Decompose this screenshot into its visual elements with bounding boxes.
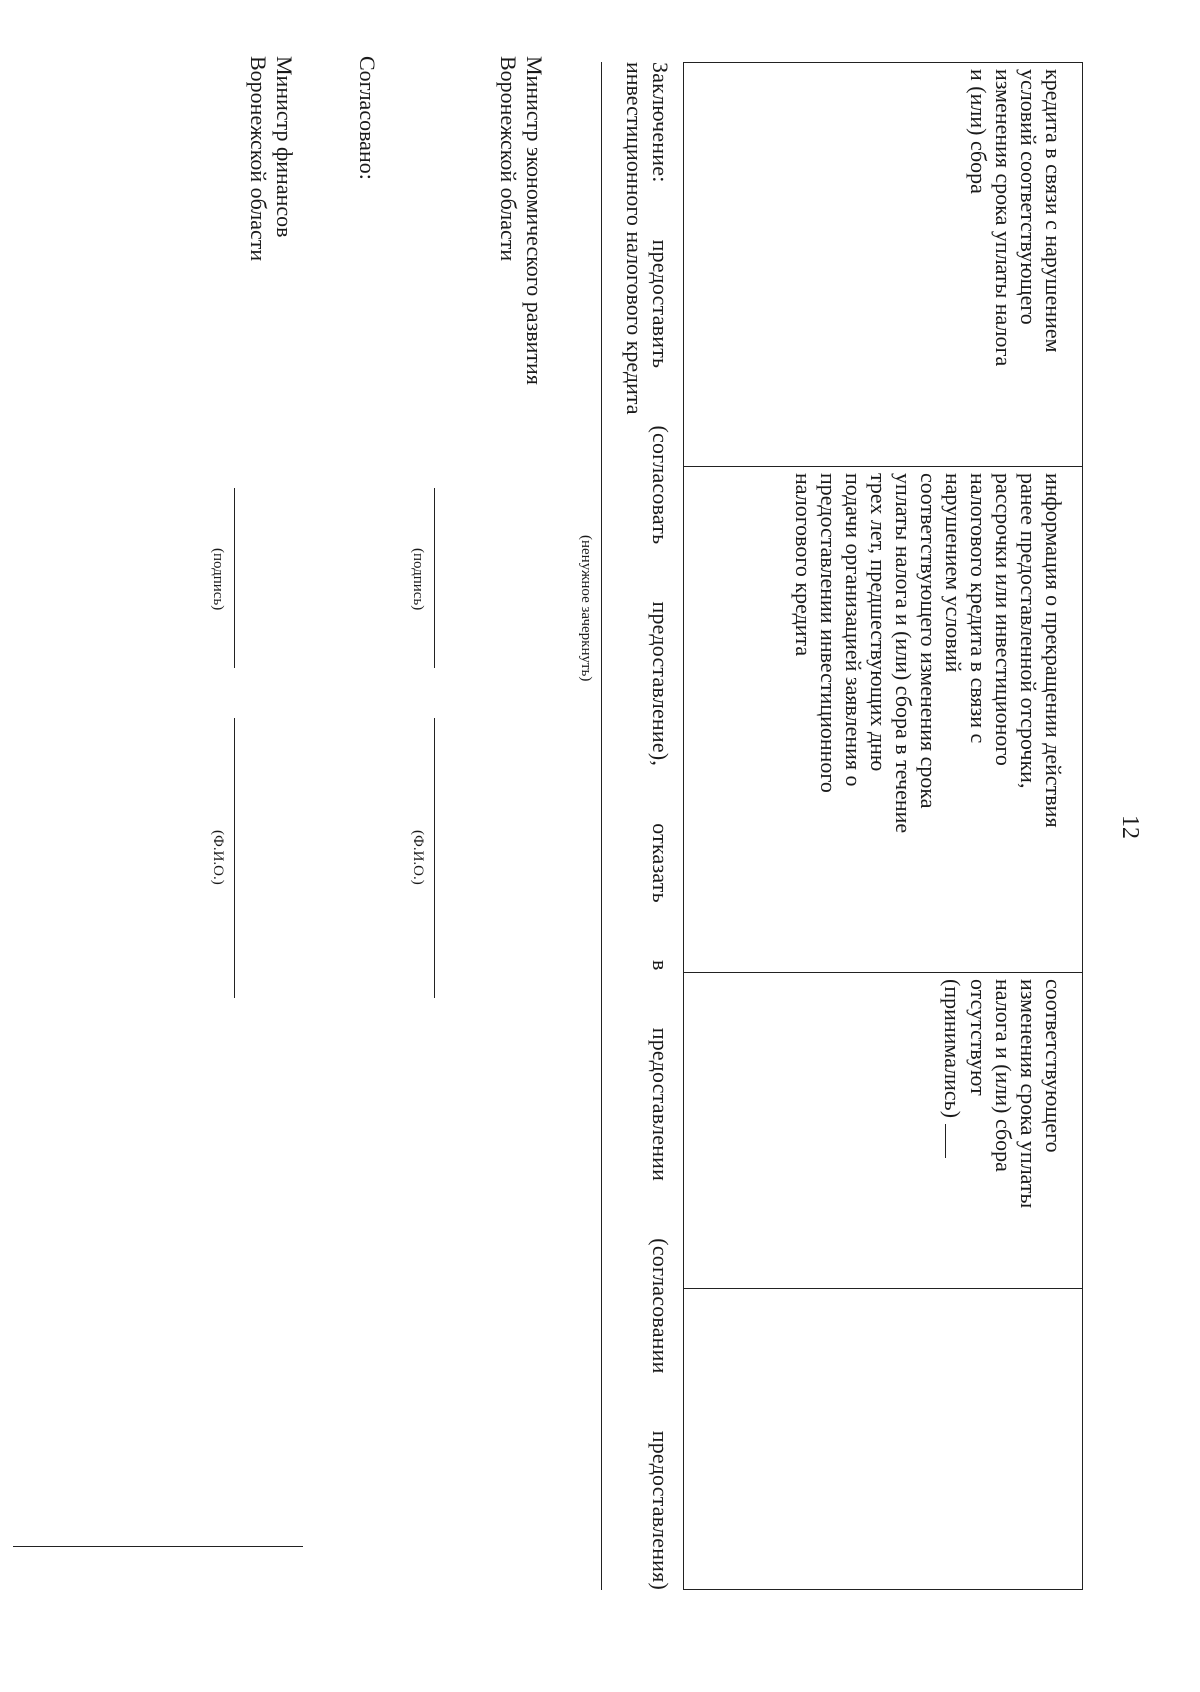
footer-rule <box>13 1546 303 1547</box>
conclusion-line-1: Заключение: предоставить (согласовать предоставление), отказать в предоставлении (согласовании предоставления) <box>648 62 673 1590</box>
status-value: соответствующего изменения срока уплаты налога и (или) сбора отсутствуют (принимались) <box>940 979 1066 1209</box>
conclusion-line-2: инвестиционного налогового кредита <box>622 62 647 415</box>
agreed-label: Согласовано: <box>355 56 380 180</box>
credit-info-table <box>683 62 1083 1590</box>
signature-caption: (подпись) <box>210 548 226 611</box>
info-text: информация о прекращении действия ранее предоставленной отсрочки, рассрочки или инвестиционого налогового кредита в связи с нарушением условий соответствующего изменения срока уплаты налога и (или) сбора в течение трех лет, предшествующих дню подачи организацией заявления о предоставлении инвестиционного налогового кредита <box>791 473 1066 834</box>
strike-caption: (ненужное зачеркнуть) <box>578 535 594 682</box>
status-text <box>940 979 1066 1282</box>
minister-economy-org: Воронежской области <box>496 56 521 262</box>
table-cell-info <box>684 466 1082 972</box>
signature-caption: (подпись) <box>410 548 426 611</box>
fill-in-blank <box>945 1124 966 1158</box>
page-number: 12 <box>1117 815 1143 839</box>
strike-rule <box>601 62 602 1590</box>
fio-caption: (Ф.И.О.) <box>210 830 226 885</box>
table-cell-notes <box>684 1288 1082 1589</box>
criterion-text: кредита в связи с нарушением условий соответствующего изменения срока уплаты налога и (или) сбора <box>966 69 1066 367</box>
signature-line <box>434 488 435 668</box>
fio-line <box>234 718 235 998</box>
table-cell-status <box>684 972 1082 1288</box>
minister-finance-title: Министр финансов <box>272 56 297 238</box>
minister-economy-title: Министр экономического развития <box>522 56 547 385</box>
minister-finance-org: Воронежской области <box>246 56 271 262</box>
fio-caption: (Ф.И.О.) <box>410 830 426 885</box>
table-cell-criterion <box>684 63 1082 466</box>
signature-line <box>234 488 235 668</box>
fio-line <box>434 718 435 998</box>
